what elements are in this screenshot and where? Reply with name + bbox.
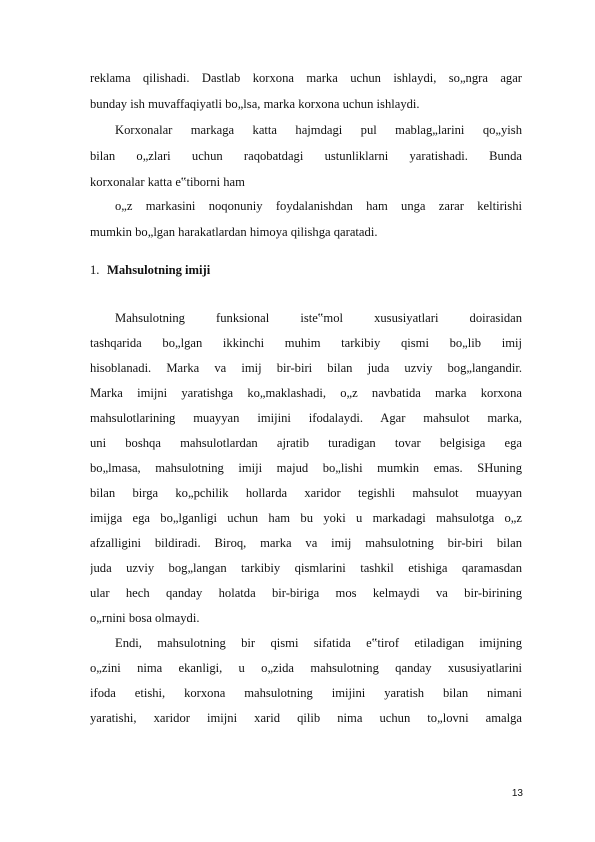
paragraph-4-line-6: uni boshqa mahsulotlardan ajratib turadigan tovar belgisiga ega [90,436,522,450]
paragraph-4-line-9: imijga ega bo„lganligi uchun ham bu yoki u markadagi mahsulotga o„z [90,511,522,525]
paragraph-3-line-1: o„z markasini noqonuniy foydalanishdan ham unga zarar keltirishi [115,199,522,213]
paragraph-4-line-13: o„rnini bosa olmaydi. [90,611,200,625]
paragraph-1-line-2: bunday ish muvaffaqiyatli bo„lsa, marka korxona uchun ishlaydi. [90,97,420,111]
paragraph-4-line-8: bilan birga ko„pchilik hollarda xaridor tegishli mahsulot muayyan [90,486,522,500]
section-number: 1. [90,263,100,277]
section-title: Mahsulotning imiji [107,263,211,277]
paragraph-5-line-3: ifoda etishi, korxona mahsulotning imijini yaratish bilan nimani [90,686,522,700]
paragraph-4-line-3: hisoblanadi. Marka va imij bir-biri bilan juda uzviy bog„langandir. [90,361,522,375]
paragraph-5-line-2: o„zini nima ekanligi, u o„zida mahsulotning qanday xususiyatlarini [90,661,522,675]
section-heading [90,262,522,278]
paragraph-2-line-1: Korxonalar markaga katta hajmdagi pul mablag„larini qo„yish [115,123,522,137]
paragraph-4-line-7: bo„lmasa, mahsulotning imiji majud bo„lishi mumkin emas. SHuning [90,461,522,475]
paragraph-2-line-3: korxonalar katta e‟tiborni ham [90,175,245,189]
paragraph-4-line-2: tashqarida bo„lgan ikkinchi muhim tarkibiy qismi bo„lib imij [90,336,522,350]
paragraph-4-line-10: afzalligini bildiradi. Biroq, marka va imij mahsulotning bir-biri bilan [90,536,522,550]
paragraph-3-line-2: mumkin bo„lgan harakatlardan himoya qilishga qaratadi. [90,225,378,239]
paragraph-5-line-4: yaratishi, xaridor imijni xarid qilib nima uchun to„lovni amalga [90,711,522,725]
paragraph-4-line-12: ular hech qanday holatda bir-biriga mos kelmaydi va bir-birining [90,586,522,600]
paragraph-4-line-11: juda uzviy bog„langan tarkibiy qismlarini tashkil etishiga qaramasdan [90,561,522,575]
paragraph-1-line-1: reklama qilishadi. Dastlab korxona marka uchun ishlaydi, so„ngra agar [90,71,522,85]
paragraph-4-line-1: Mahsulotning funksional iste‟mol xususiyatlari doirasidan [115,311,522,325]
paragraph-4-line-4: Marka imijni yaratishga ko„maklashadi, o„z navbatida marka korxona [90,386,522,400]
paragraph-5-line-1: Endi, mahsulotning bir qismi sifatida e‟tirof etiladigan imijning [115,636,522,650]
page-number: 13 [511,788,523,799]
paragraph-2-line-2: bilan o„zlari uchun raqobatdagi ustunliklarni yaratishadi. Bunda [90,149,522,163]
paragraph-4-line-5: mahsulotlarining muayyan imijini ifodalaydi. Agar mahsulot marka, [90,411,522,425]
